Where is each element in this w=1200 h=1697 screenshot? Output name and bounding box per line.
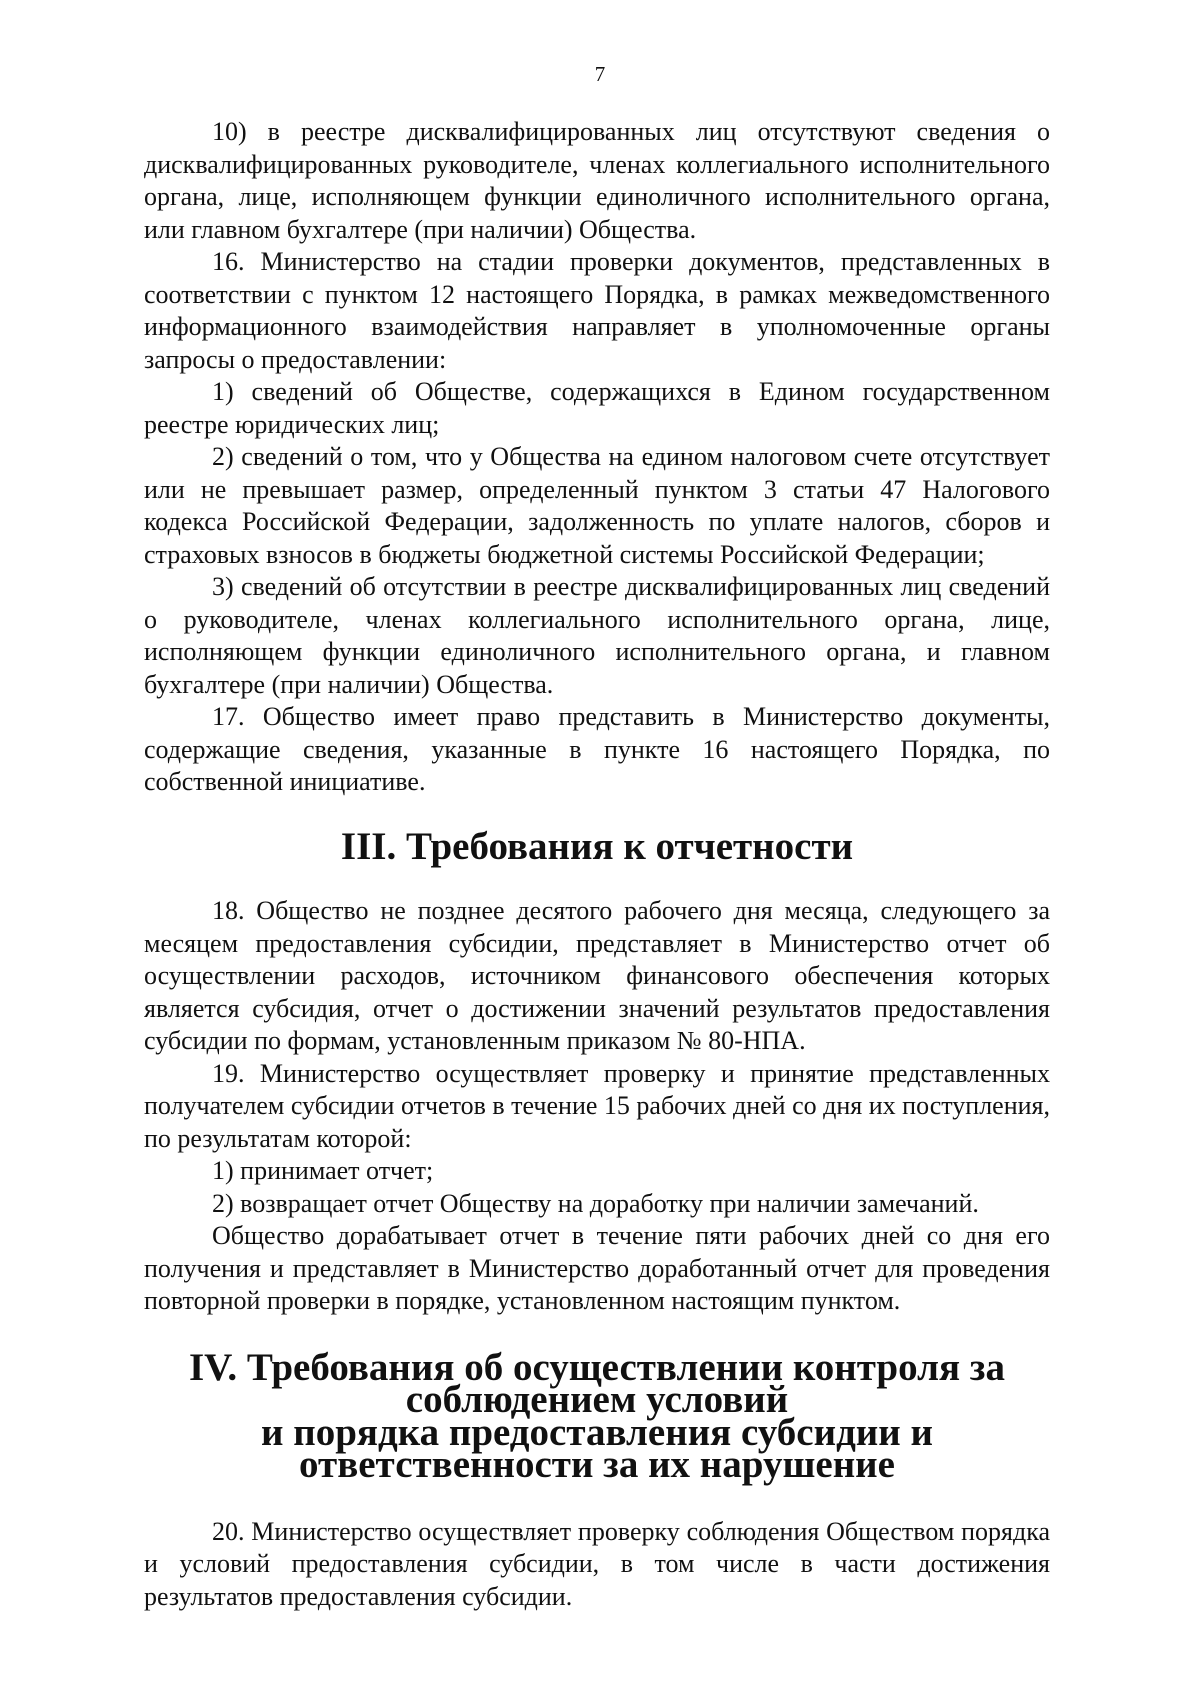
section-heading-iv-line-2: и порядка предоставления субсидии и ответственности за их нарушение xyxy=(261,1410,933,1486)
paragraph-17: 17. Общество имеет право представить в Министерство документы, содержащие сведения, указанные в пункте 16 настоящего Порядка, по собственной инициативе. xyxy=(144,702,1050,796)
page-number: 7 xyxy=(594,62,606,86)
section-heading-iii xyxy=(144,824,1050,868)
paragraph-19-rework: Общество дорабатывает отчет в течение пяти рабочих дней со дня его получения и представляет в Министерство доработанный отчет для проведения повторной проверки в порядке, установленном настоящим пунктом. xyxy=(144,1221,1050,1315)
paragraph-16-2: 2) сведений о том, что у Общества на едином налоговом счете отсутствует или не превышает размер, определенный пунктом 3 статьи 47 Налогового кодекса Российской Федерации, задолженность по уплате налогов, сборов и страховых взносов в бюджеты бюджетной системы Российской Федерации; xyxy=(144,442,1050,569)
paragraph-18: 18. Общество не позднее десятого рабочего дня месяца, следующего за месяцем предоставления субсидии, представляет в Министерство отчет об осуществлении расходов, источником финансового обеспечения которых является субсидия, отчет о достижении значений результатов предоставления субсидии по формам, установленным приказом № 80-НПА. xyxy=(144,896,1050,1055)
section-heading-iv-line-1: IV. Требования об осуществлении контроля за соблюдением условий xyxy=(189,1345,1005,1421)
paragraph-20: 20. Министерство осуществляет проверку соблюдения Обществом порядка и условий предоставления субсидии, в том числе в части достижения результатов предоставления субсидии. xyxy=(144,1516,1050,1611)
paragraph-15-10: 10) в реестре дисквалифицированных лиц отсутствуют сведения о дисквалифицированных руководителе, членах коллегиального исполнительного органа, лице, исполняющем функции единоличного исполнительного органа, или главном бухгалтере (при наличии) Общества. xyxy=(144,117,1050,244)
section-heading-iii-line: III. Требования к отчетности xyxy=(340,824,854,868)
document-body xyxy=(144,116,1050,1613)
paragraph-16-3: 3) сведений об отсутствии в реестре дисквалифицированных лиц сведений о руководителе, членах коллегиального исполнительного органа, лице, исполняющем функции единоличного исполнительного органа, и главном бухгалтере (при наличии) Общества. xyxy=(144,572,1050,699)
section-heading-iv xyxy=(144,1345,1050,1486)
paragraph-16-1: 1) сведений об Обществе, содержащихся в Едином государственном реестре юридических лиц; xyxy=(144,377,1050,439)
paragraph-19-1: 1) принимает отчет; xyxy=(212,1156,434,1185)
paragraph-19-2: 2) возвращает отчет Обществу на доработку при наличии замечаний. xyxy=(212,1188,979,1218)
paragraph-19: 19. Министерство осуществляет проверку и принятие представленных получателем субсидии отчетов в течение 15 рабочих дней со дня их поступления, по результатам которой: xyxy=(144,1058,1050,1153)
paragraph-16: 16. Министерство на стадии проверки документов, представленных в соответствии с пунктом 12 настоящего Порядка, в рамках межведомственного информационного взаимодействия направляет в уполномоченные органы запросы о предоставлении: xyxy=(144,247,1050,374)
